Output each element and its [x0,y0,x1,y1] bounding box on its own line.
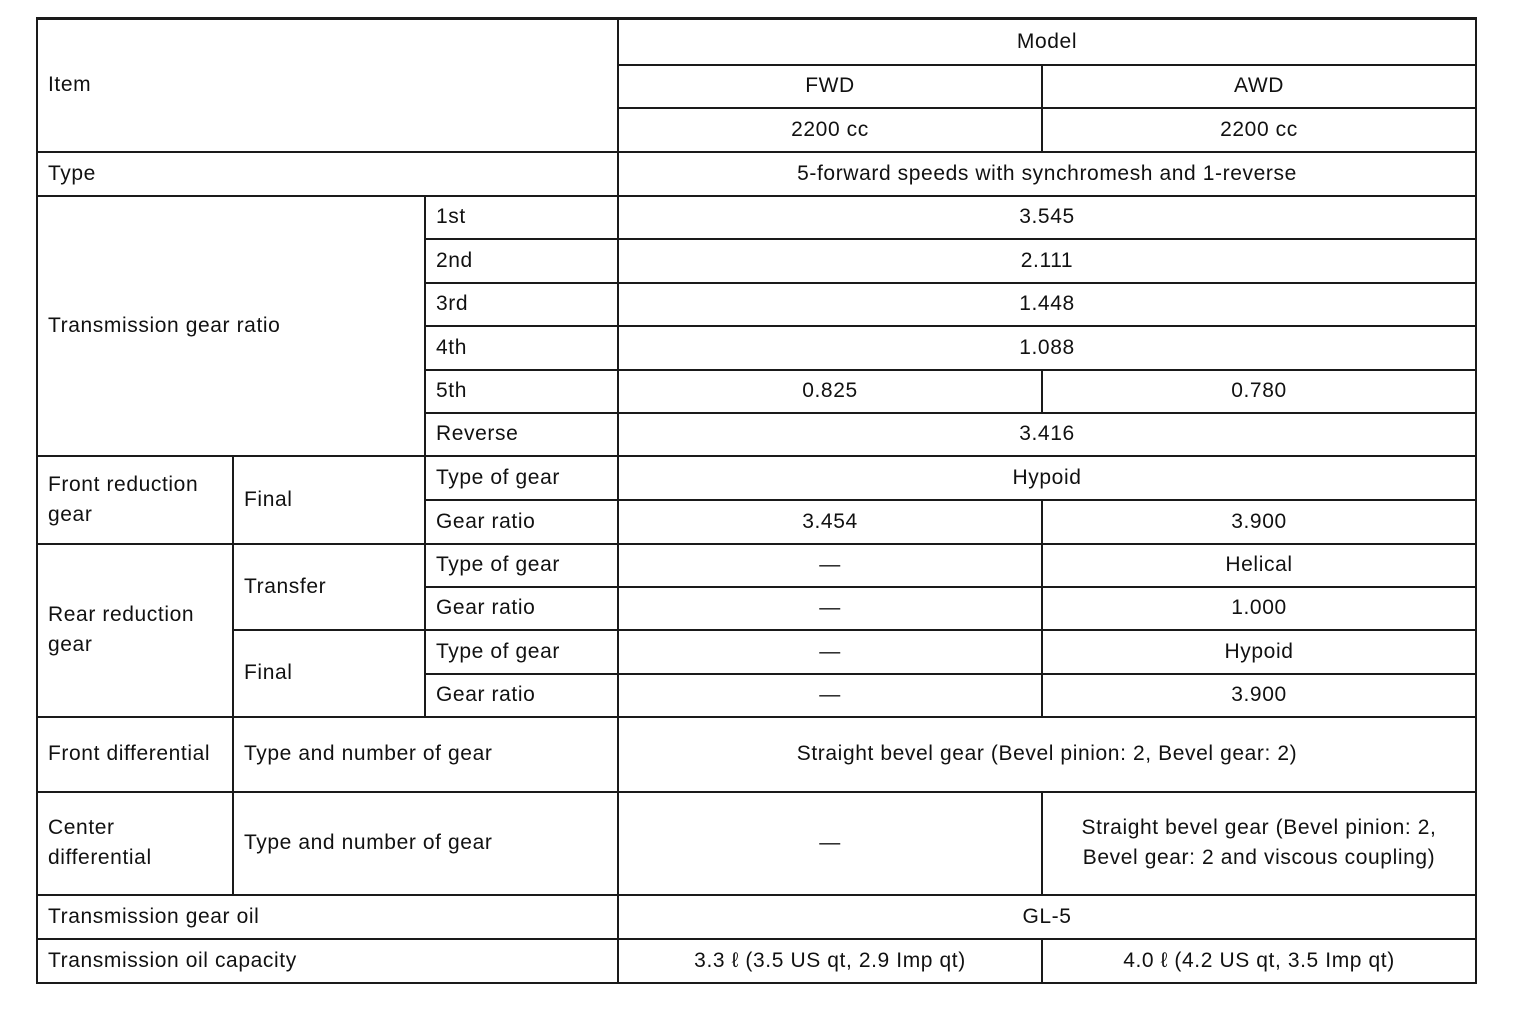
transfer-type-fwd: — [618,544,1042,587]
rear-final-type-fwd: — [618,630,1042,674]
gear-label: 3rd [425,283,618,326]
gear-label: 5th [425,370,618,413]
front-type-value: Hypoid [618,456,1476,500]
gear-ratio-fwd: 0.825 [618,370,1042,413]
oil-capacity-label: Transmission oil capacity [37,939,618,983]
type-value: 5-forward speeds with synchromesh and 1-reverse [618,152,1476,196]
front-differential-label: Front differential [37,717,233,792]
gear-ratio-value: 1.088 [618,326,1476,370]
gear-ratio-value: 3.416 [618,413,1476,456]
transfer-type-awd: Helical [1042,544,1476,587]
front-ratio-awd: 3.900 [1042,500,1476,544]
transfer-ratio-fwd: — [618,587,1042,630]
gear-ratio-value: 2.111 [618,239,1476,283]
front-differential-sub: Type and number of gear [233,717,618,792]
transfer-ratio-label: Gear ratio [425,587,618,630]
rear-reduction-gear-label: Rear reduction gear [37,544,233,717]
oil-capacity-fwd: 3.3 ℓ (3.5 US qt, 2.9 Imp qt) [618,939,1042,983]
spec-table [36,17,1477,984]
front-ratio-label: Gear ratio [425,500,618,544]
front-final-label: Final [233,456,425,544]
header-fwd-cc: 2200 cc [618,108,1042,152]
rear-final-type-awd: Hypoid [1042,630,1476,674]
center-differential-sub: Type and number of gear [233,792,618,895]
front-differential-value: Straight bevel gear (Bevel pinion: 2, Bevel gear: 2) [618,717,1476,792]
gear-ratio-value: 1.448 [618,283,1476,326]
gear-label: 1st [425,196,618,239]
rear-final-type-label: Type of gear [425,630,618,674]
center-differential-awd: Straight bevel gear (Bevel pinion: 2, Bevel gear: 2 and viscous coupling) [1042,792,1476,895]
rear-final-ratio-label: Gear ratio [425,674,618,717]
gear-label: 2nd [425,239,618,283]
header-awd: AWD [1042,65,1476,108]
rear-transfer-label: Transfer [233,544,425,630]
rear-final-label: Final [233,630,425,717]
center-differential-fwd: — [618,792,1042,895]
center-differential-label: Center differential [37,792,233,895]
header-awd-cc: 2200 cc [1042,108,1476,152]
front-type-label: Type of gear [425,456,618,500]
gear-ratio-awd: 0.780 [1042,370,1476,413]
front-ratio-fwd: 3.454 [618,500,1042,544]
gear-label: Reverse [425,413,618,456]
front-reduction-gear-label: Front reduction gear [37,456,233,544]
gear-oil-label: Transmission gear oil [37,895,618,939]
rear-final-ratio-fwd: — [618,674,1042,717]
gear-oil-value: GL-5 [618,895,1476,939]
gear-label: 4th [425,326,618,370]
table-row [37,196,1476,239]
gear-ratio-value: 3.545 [618,196,1476,239]
header-fwd: FWD [618,65,1042,108]
rear-final-ratio-awd: 3.900 [1042,674,1476,717]
transfer-type-label: Type of gear [425,544,618,587]
transfer-ratio-awd: 1.000 [1042,587,1476,630]
oil-capacity-awd: 4.0 ℓ (4.2 US qt, 3.5 Imp qt) [1042,939,1476,983]
transmission-gear-ratio-label: Transmission gear ratio [37,196,425,456]
header-item: Item [37,19,618,152]
header-model: Model [618,19,1476,65]
type-label: Type [37,152,618,196]
